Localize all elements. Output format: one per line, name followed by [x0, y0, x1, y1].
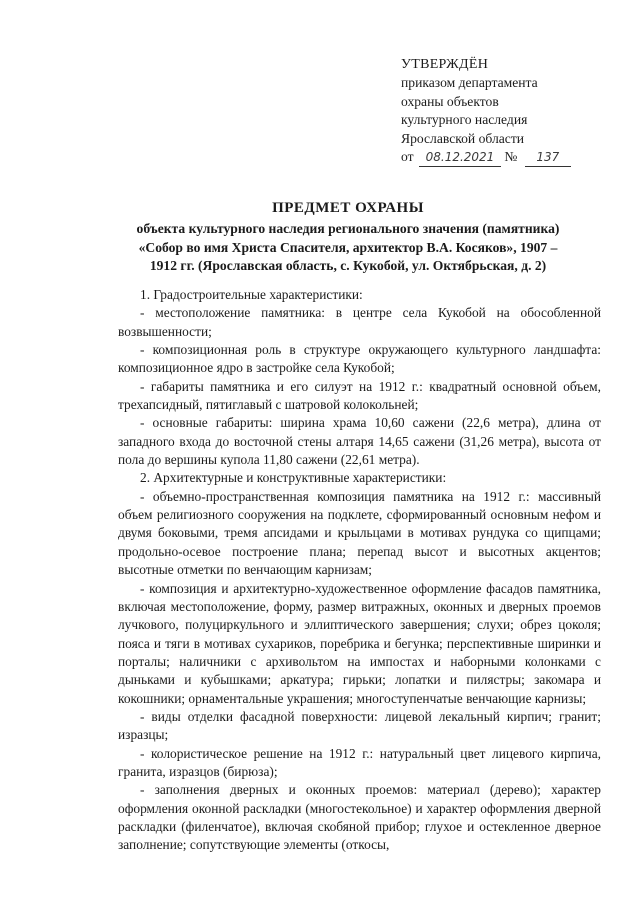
approval-date-line	[401, 148, 621, 167]
title-line: объекта культурного наследия регионального значения (памятника)	[136, 221, 560, 236]
list-item: - композиция и архитектурно-художественное оформление фасадов памятника, включая местоположение, форму, размер витражных, оконных и дверных проемов лучкового, полуциркульного и эллиптического завершения; слухи; обрез цоколя; пояса и тяги в мотивах сухариков, поребрика и бегунка; перспективные ширинки и порталы; наличники с архивольтом на импостах и наборными колонками с дыньками и кубышками; аркатура; гирьки; лопатки и пилястры; закомара и кокошники; орнаментальные украшения; многоступенчатые венчающие карнизы;	[118, 580, 601, 706]
approval-heading: УТВЕРЖДЁН	[401, 57, 489, 72]
list-item: - колористическое решение на 1912 г.: натуральный цвет лицевого кирпича, гранита, изразцов (бирюза);	[118, 745, 601, 779]
approval-stamp	[401, 56, 621, 167]
title-line: 1912 гг. (Ярославская область, с. Кукобой, ул. Октябрьская, д. 2)	[149, 258, 547, 274]
title-main: ПРЕДМЕТ ОХРАНЫ	[272, 200, 424, 216]
approval-line: охраны объектов	[401, 93, 499, 109]
number-prefix: №	[504, 149, 518, 165]
approval-line: культурного наследия	[401, 112, 528, 128]
list-item: - заполнения дверных и оконных проемов: материал (дерево); характер оформления оконной раскладки (многостекольное) и характер оформления дверной раскладки (филенчатое), включая скобяной прибор; глухое и остекленное дверное заполнение; сопутствующие элементы (откосы,	[118, 782, 601, 853]
section-heading: 1. Градостроительные характеристики:	[140, 287, 363, 302]
approval-line: приказом департамента	[401, 75, 538, 91]
document-title	[95, 198, 601, 276]
date-prefix: от	[401, 149, 414, 165]
list-item: - композиционная роль в структуре окружающего культурного ландшафта: композиционное ядро в застройке села Кукобой;	[118, 342, 601, 376]
handwritten-date: 08.12.2021	[419, 148, 501, 167]
list-item: - объемно-пространственная композиция памятника на 1912 г.: массивный объем религиозного сооружения на подклете, сформированный основным нефом и двумя боковыми, тремя апсидами и крыльцами в мотивах рундука со щипцами; продольно-осевое построение плана; перепад высот и высотных акцентов; высотные отметки по венчающим карнизам;	[118, 488, 601, 578]
document-body	[118, 286, 601, 855]
approval-line: Ярославской области	[401, 130, 525, 146]
list-item: - основные габариты: ширина храма 10,60 сажени (22,6 метра), длина от западного входа до восточной стены алтаря 14,65 сажени (31,26 метра), высота от пола до вершины купола 11,80 сажени (22,61 метра).	[118, 415, 601, 468]
title-line: «Собор во имя Христа Спасителя, архитектор В.А. Косяков», 1907 –	[138, 239, 558, 255]
section-heading: 2. Архитектурные и конструктивные характеристики:	[140, 470, 447, 486]
list-item: - виды отделки фасадной поверхности: лицевой лекальный кирпич; гранит; изразцы;	[118, 708, 601, 743]
list-item: - габариты памятника и его силуэт на 1912 г.: квадратный основной объем, трехапсидный, пятиглавый с шатровой колокольней;	[118, 378, 601, 413]
handwritten-number: 137	[525, 148, 571, 167]
list-item: - местоположение памятника: в центре села Кукобой на обособленной возвышенности;	[118, 305, 601, 339]
